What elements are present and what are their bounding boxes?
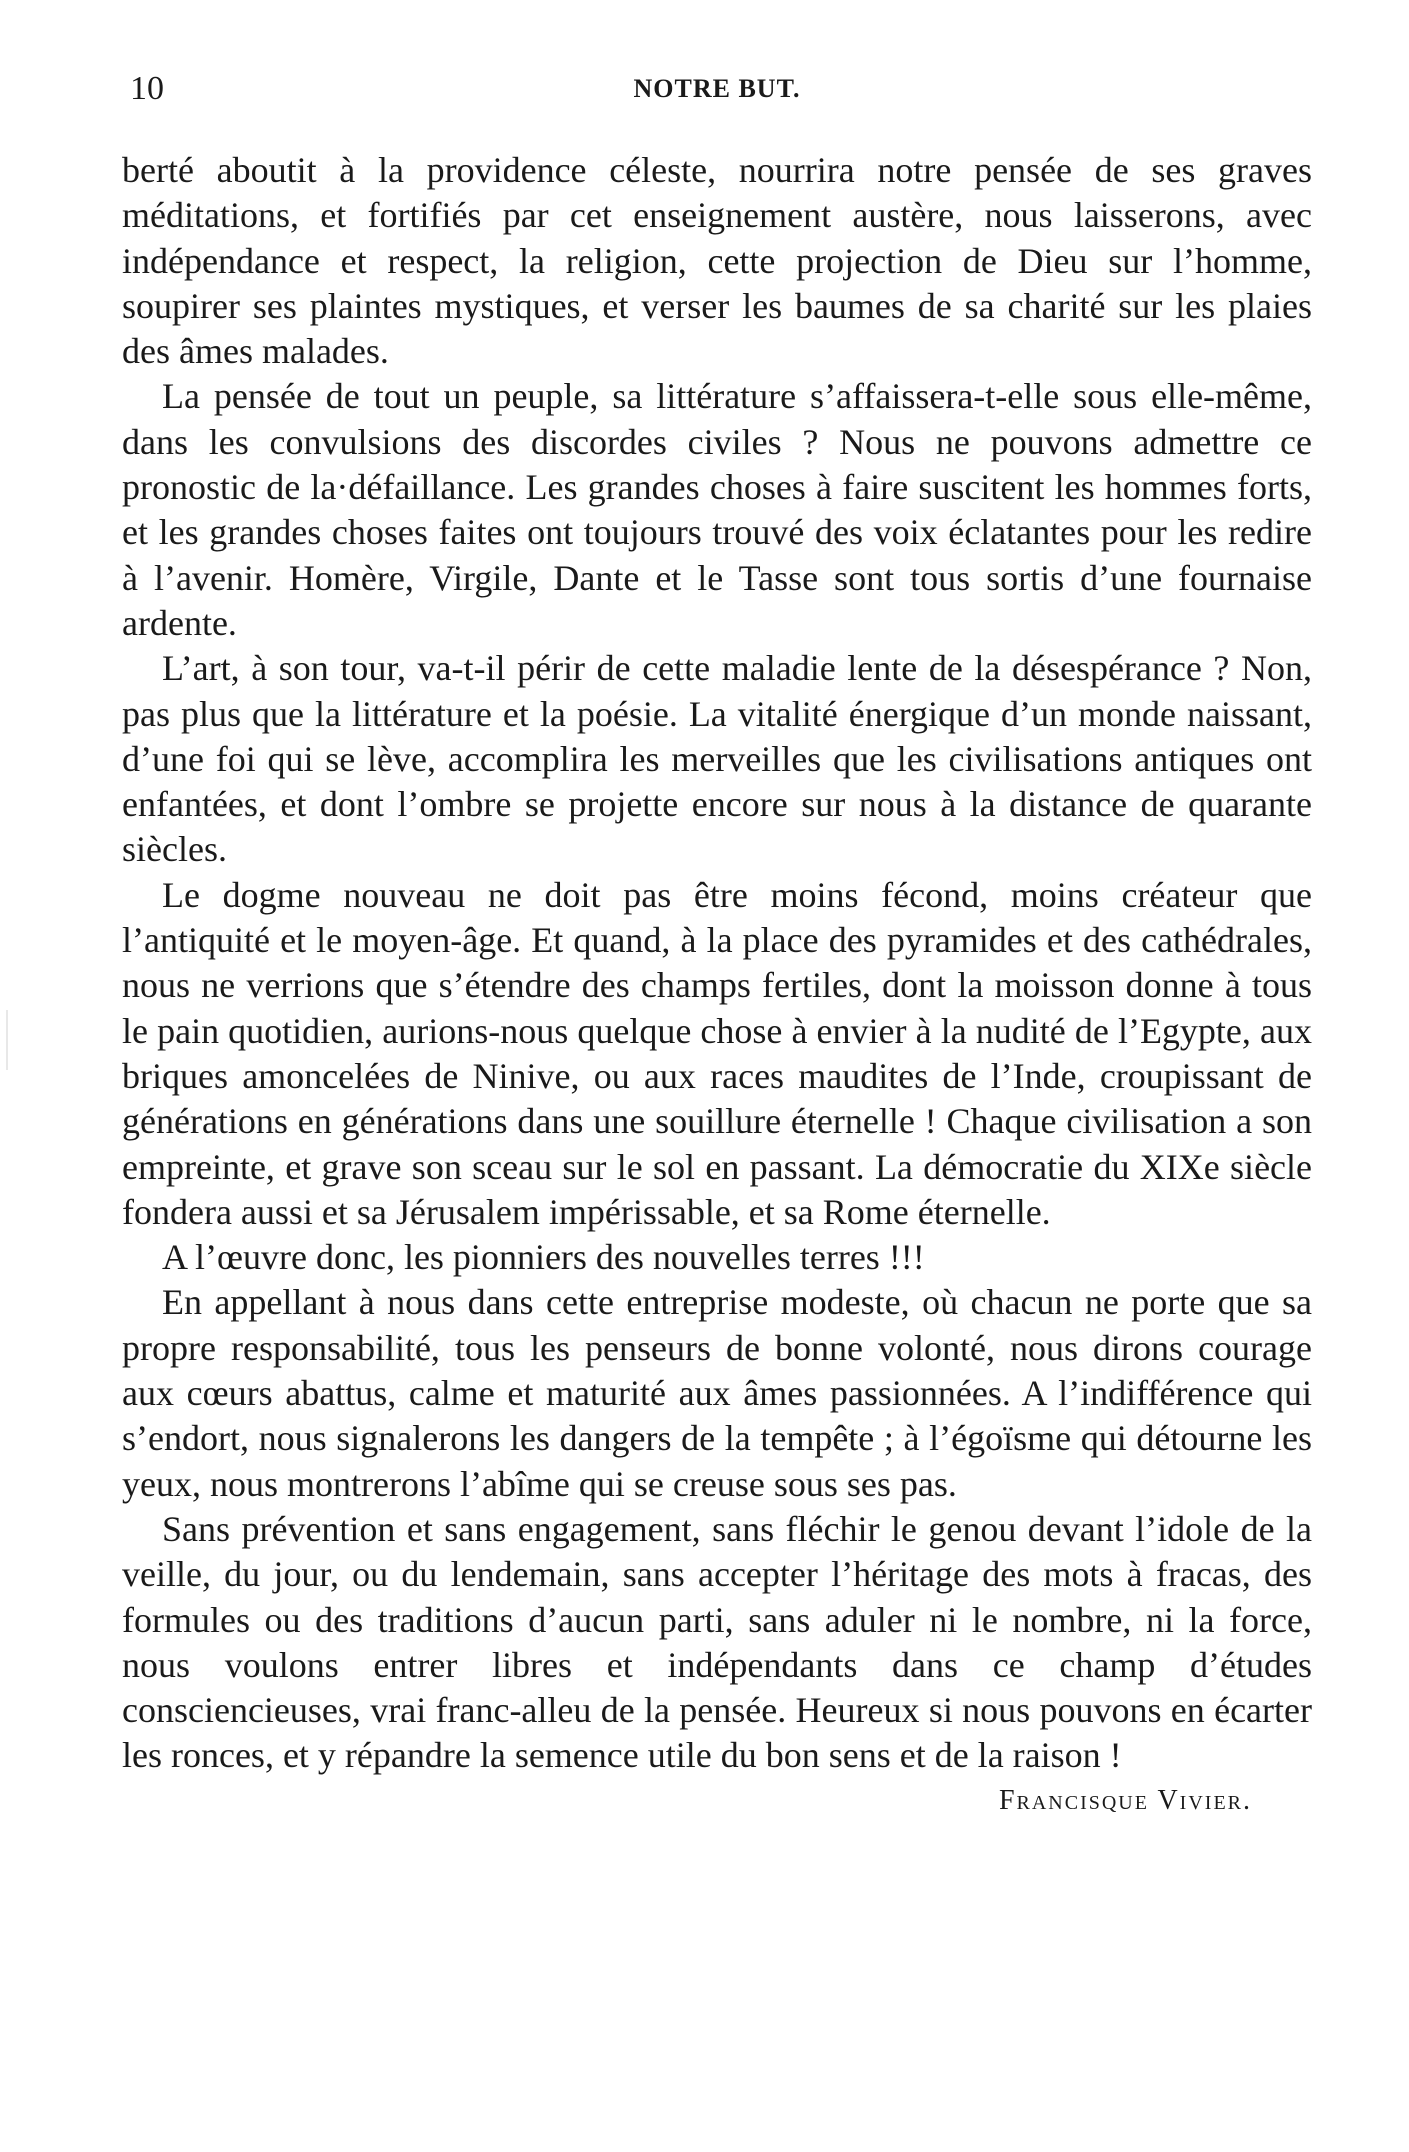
author-signature: Francisque Vivier.	[998, 1784, 1252, 1816]
paragraph-call-to-work: A l’œuvre donc, les pionniers des nouvelles terres !!!	[162, 1237, 925, 1278]
running-head	[122, 70, 1312, 130]
book-page	[122, 70, 1312, 1817]
paragraph-art: L’art, à son tour, va-t-il périr de cette maladie lente de la désespérance ? Non, pas plus que la littérature et la poésie. La vitalité énergique d’un monde naissant, d’une foi qui se lève, accomplira les merveilles que les civilisations antiques ont enfantées, et dont l’ombre se projette encore sur nous à la distance de quarante siècles.	[122, 648, 1312, 870]
paragraph-continuation: berté aboutit à la providence céleste, nourrira notre pensée de ses graves méditations, et fortifiés par cet enseignement austère, nous laisserons, avec indépendance et respect, la religion, cette projection de Dieu sur l’homme, soupirer ses plaintes mystiques, et verser les baumes de sa charité sur les plaies des âmes malades.	[122, 150, 1312, 372]
page-edge-mark	[6, 1010, 8, 1070]
page-number: 10	[130, 70, 164, 107]
paragraph-dogma: Le dogme nouveau ne doit pas être moins fécond, moins créateur que l’antiquité et le moyen-âge. Et quand, à la place des pyramides et des cathédrales, nous ne verrions que s’étendre des champs fertiles, dont la moisson donne à tous le pain quotidien, aurions-nous quelque chose à envier à la nudité de l’Egypte, aux briques amoncelées de Ninive, ou aux races maudites de l’Inde, croupissant de générations en générations dans une souillure éternelle ! Chaque civilisation a son empreinte, et grave son sceau sur le sol en passant. La démocratie du XIXe siècle fondera aussi et sa Jérusalem impérissable, et sa Rome éternelle.	[122, 874, 1312, 1232]
running-title: NOTRE BUT.	[633, 74, 801, 103]
paragraph-appeal: En appellant à nous dans cette entreprise modeste, où chacun ne porte que sa propre responsabilité, tous les penseurs de bonne volonté, nous dirons courage aux cœurs abattus, calme et maturité aux âmes passionnées. A l’indifférence qui s’endort, nous signalerons les dangers de la tempête ; à l’égoïsme qui détourne les yeux, nous montrerons l’abîme qui se creuse sous ses pas.	[122, 1282, 1312, 1504]
paragraph-literature: La pensée de tout un peuple, sa littérature s’affaissera-t-elle sous elle-même, dans les convulsions des discordes civiles ? Nous ne pouvons admettre ce pronostic de la·défaillance. Les grandes choses à faire suscitent les hommes forts, et les grandes choses faites ont toujours trouvé des voix éclatantes pour les redire à l’avenir. Homère, Virgile, Dante et le Tasse sont tous sortis d’une fournaise ardente.	[122, 376, 1312, 643]
body-text	[122, 148, 1312, 1779]
paragraph-mission: Sans prévention et sans engagement, sans fléchir le genou devant l’idole de la veille, du jour, ou du lendemain, sans accepter l’héritage des mots à fracas, des formules ou des traditions d’aucun parti, sans aduler ni le nombre, ni la force, nous voulons entrer libres et indépendants dans ce champ d’études consciencieuses, vrai franc-alleu de la pensée. Heureux si nous pouvons en écarter les ronces, et y répandre la semence utile du bon sens et de la raison !	[122, 1508, 1312, 1776]
